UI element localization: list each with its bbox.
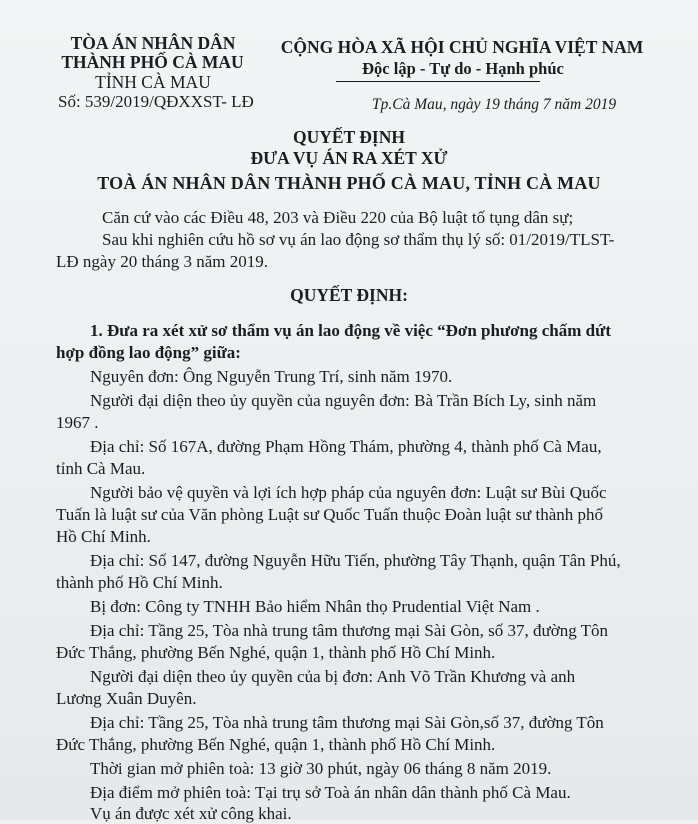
issuing-court-title: TOÀ ÁN NHÂN DÂN THÀNH PHỐ CÀ MAU, TỈNH CÀ MAU — [97, 173, 601, 193]
plaintiff: Nguyên đơn: Ông Nguyễn Trung Trí, sinh năm 1970. — [90, 367, 453, 386]
plaintiff-address-b: tỉnh Cà Mau. — [56, 459, 146, 478]
defendant-address-a: Địa chỉ: Tầng 25, Tòa nhà trung tâm thương mại Sài Gòn, số 37, đường Tôn — [90, 621, 609, 640]
defendant-rep-address-b: Đức Thắng, phường Bến Nghé, quận 1, thành phố Hồ Chí Minh. — [56, 735, 496, 754]
defendant-rep-address-a: Địa chỉ: Tầng 25, Tòa nhà trung tâm thương mại Sài Gòn,số 37, đường Tôn — [90, 713, 604, 732]
defendant-rep-a: Người đại diện theo ủy quyền của bị đơn: Anh Võ Trần Khương và anh — [90, 667, 576, 686]
defendant-rep-b: Lương Xuân Duyên. — [56, 689, 197, 708]
hearing-place: Địa điểm mở phiên toà: Tại trụ sở Toà án nhân dân thành phố Cà Mau. — [90, 783, 571, 802]
basis-line-2b: LĐ ngày 20 tháng 3 năm 2019. — [56, 252, 268, 271]
lawyer-b: Tuấn là luật sư của Văn phòng Luật sư Quốc Tuấn thuộc Đoàn luật sư thành phố — [56, 505, 604, 524]
basis-line-2a: Sau khi nghiên cứu hồ sơ vụ án lao động sơ thẩm thụ lý số: 01/2019/TLST- — [102, 230, 615, 249]
decision-heading: QUYẾT ĐỊNH: — [290, 285, 408, 305]
hearing-time: Thời gian mở phiên toà: 13 giờ 30 phút, ngày 06 tháng 8 năm 2019. — [90, 759, 552, 778]
court-name-line2: THÀNH PHỐ CÀ MAU — [61, 52, 244, 72]
national-motto: Độc lập - Tự do - Hạnh phúc — [362, 59, 564, 78]
basis-line-1: Căn cứ vào các Điều 48, 203 và Điều 220 của Bộ luật tố tụng dân sự; — [102, 208, 574, 227]
lawyer-address-b: thành phố Hồ Chí Minh. — [56, 573, 223, 592]
item1-line-a: 1. Đưa ra xét xử sơ thẩm vụ án lao động về việc “Đơn phương chấm dứt — [90, 321, 611, 340]
motto-underline — [336, 81, 540, 82]
lawyer-c: Hồ Chí Minh. — [56, 527, 151, 546]
defendant: Bị đơn: Công ty TNHH Bảo hiểm Nhân thọ Prudential Việt Nam . — [90, 597, 540, 616]
document-number: Số: 539/2019/QĐXXST- LĐ — [58, 92, 254, 111]
public-trial: Vụ án được xét xử công khai. — [90, 804, 292, 823]
national-title: CỘNG HÒA XÃ HỘI CHỦ NGHĨA VIỆT NAM — [280, 37, 644, 57]
place-date: Tp.Cà Mau, ngày 19 tháng 7 năm 2019 — [372, 96, 617, 113]
plaintiff-address-a: Địa chỉ: Số 167A, đường Phạm Hồng Thám, phường 4, thành phố Cà Mau, — [90, 437, 602, 456]
defendant-address-b: Đức Thắng, phường Bến Nghé, quận 1, thành phố Hồ Chí Minh. — [56, 643, 496, 662]
lawyer-a: Người bảo vệ quyền và lợi ích hợp pháp của nguyên đơn: Luật sư Bùi Quốc — [90, 483, 607, 502]
plaintiff-rep-b: 1967 . — [56, 413, 99, 432]
court-name-line1: TÒA ÁN NHÂN DÂN — [70, 33, 236, 53]
decision-subtitle: ĐƯA VỤ ÁN RA XÉT XỬ — [250, 148, 448, 168]
decision-title: QUYẾT ĐỊNH — [293, 127, 405, 147]
lawyer-address-a: Địa chỉ: Số 147, đường Nguyễn Hữu Tiến, phường Tây Thạnh, quận Tân Phú, — [90, 551, 621, 570]
court-name-line3: TỈNH CÀ MAU — [95, 72, 211, 92]
plaintiff-rep-a: Người đại diện theo ủy quyền của nguyên đơn: Bà Trần Bích Ly, sinh năm — [90, 391, 597, 410]
item1-line-b: hợp đồng lao động” giữa: — [56, 343, 241, 362]
